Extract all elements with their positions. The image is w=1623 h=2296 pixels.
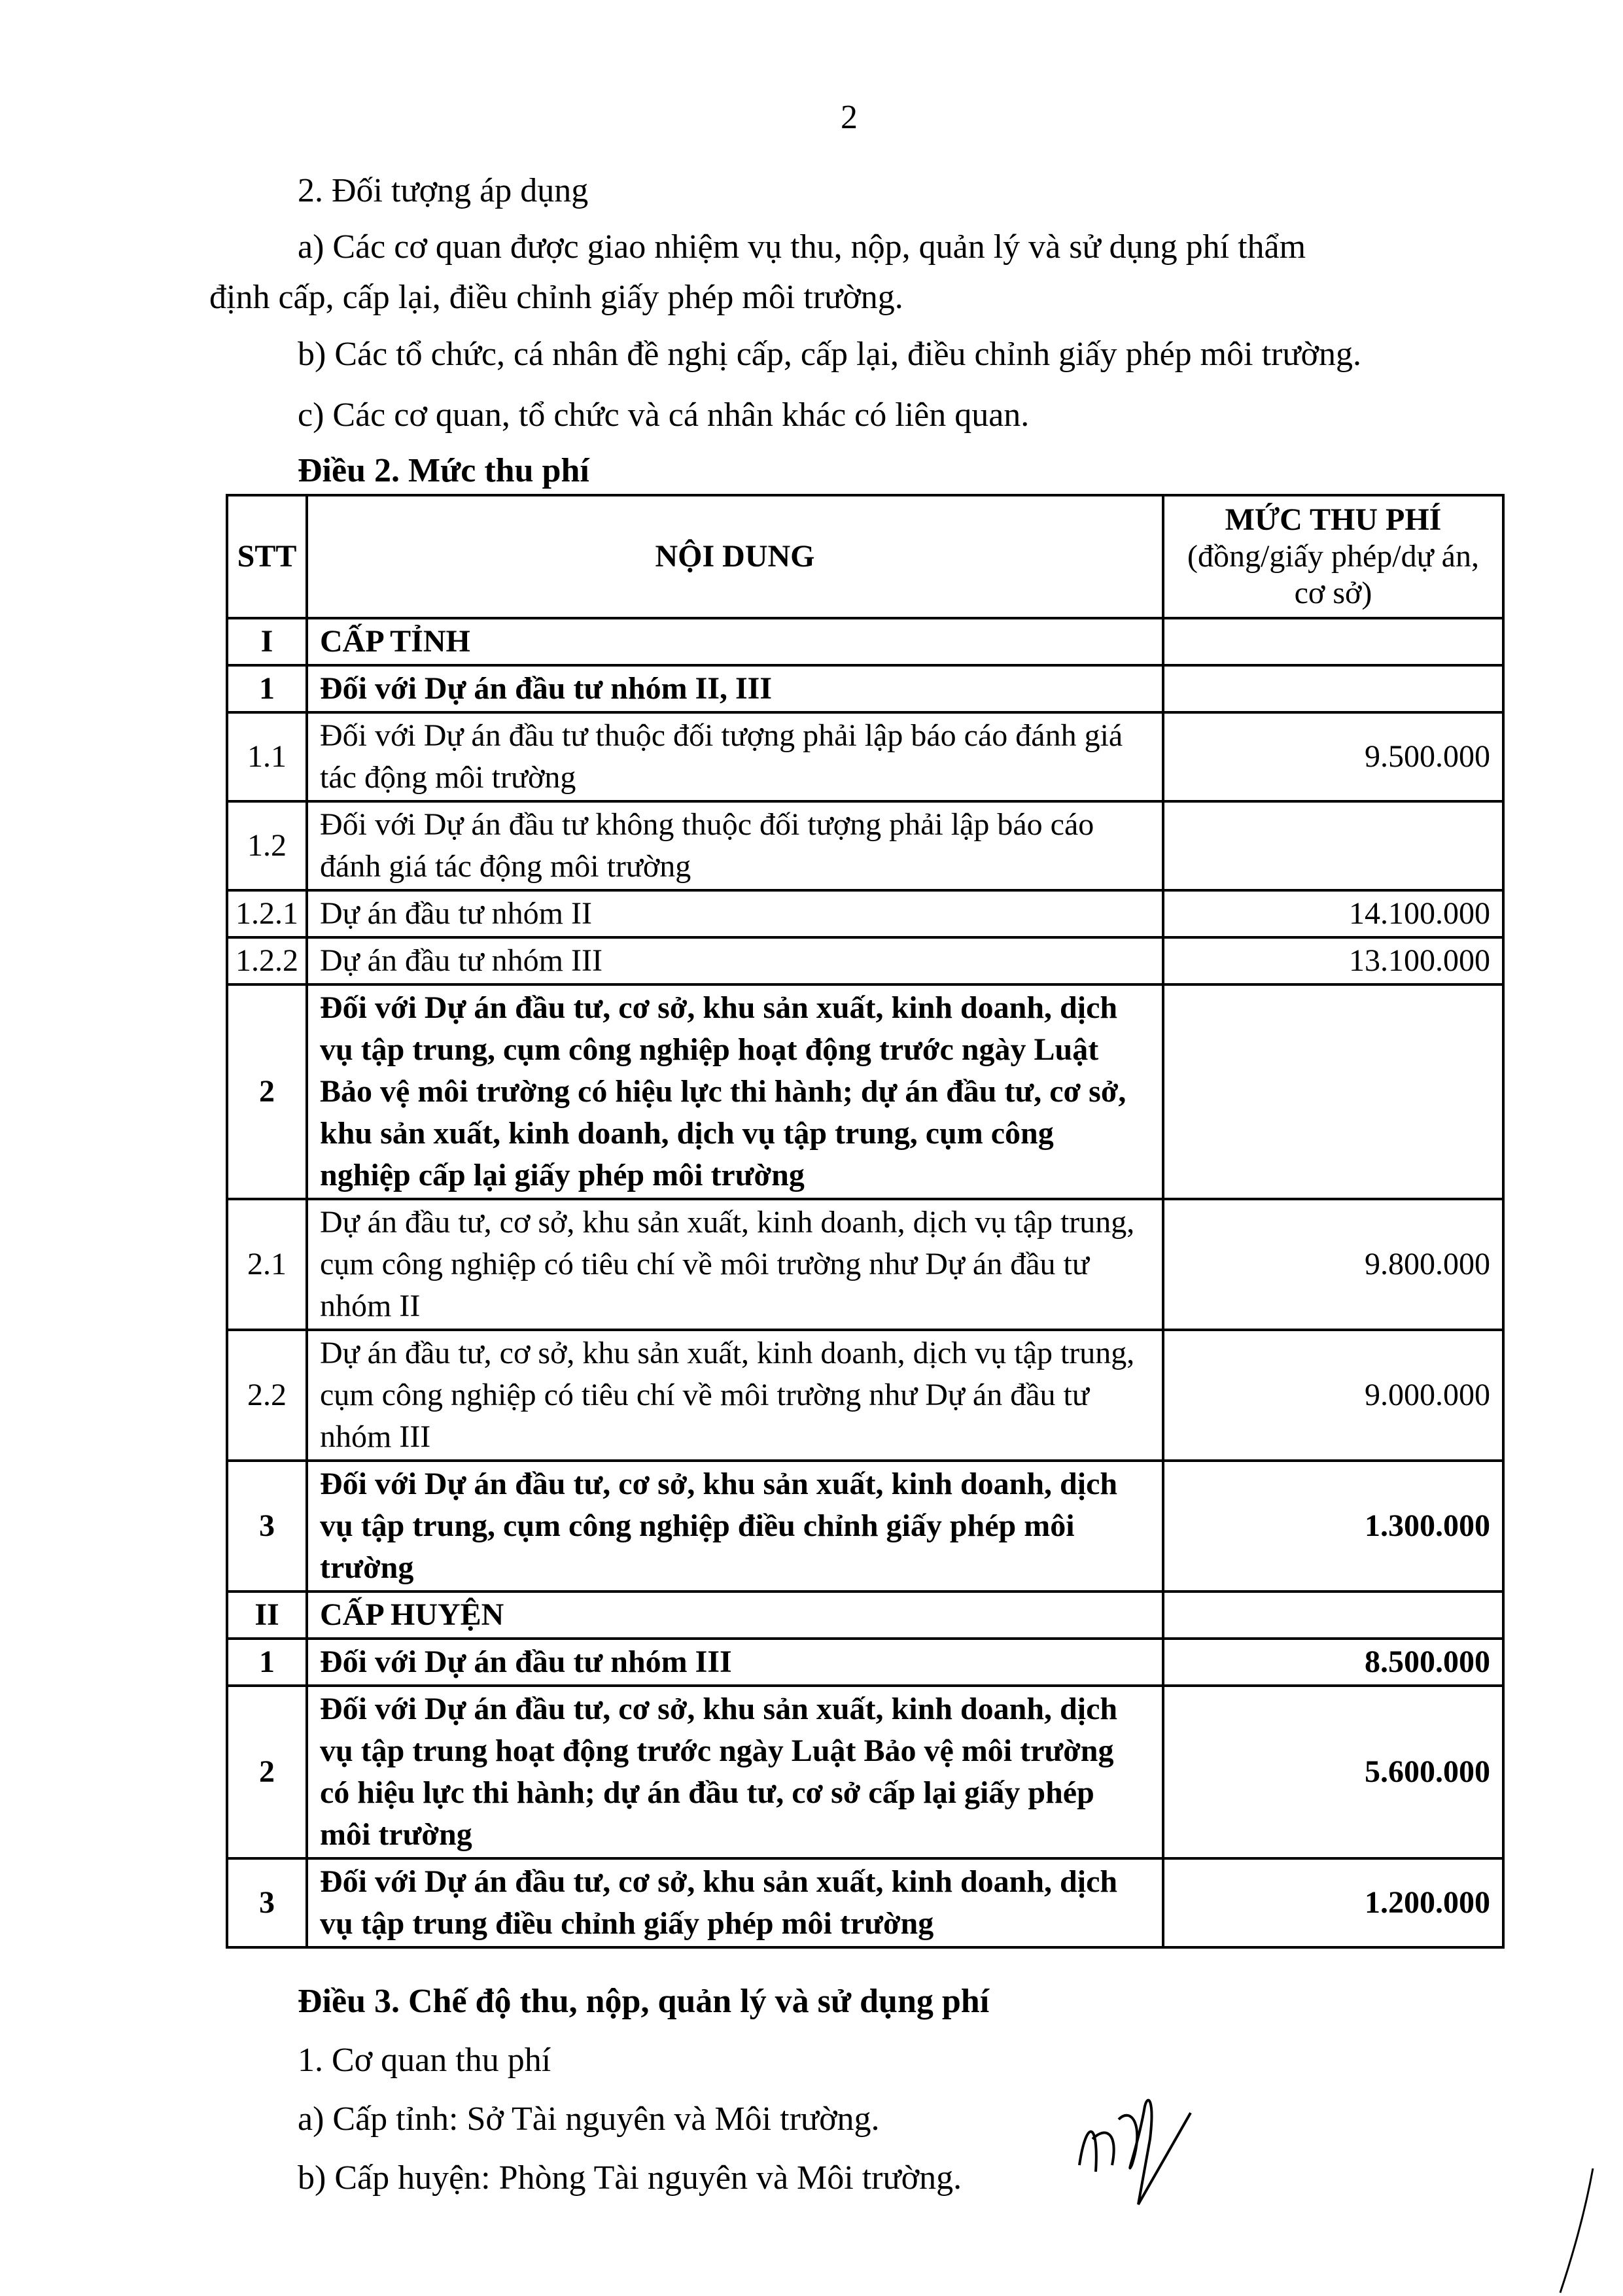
dieu3-item-a: a) Cấp tỉnh: Sở Tài nguyên và Môi trường. [298,2100,880,2138]
cell-fee: 5.600.000 [1163,1686,1503,1858]
fee-table [226,494,1505,1949]
dieu3-item-b: b) Cấp huyện: Phòng Tài nguyên và Môi trường. [298,2159,962,2197]
dieu3-sub1: 1. Cơ quan thu phí [298,2042,551,2079]
cell-stt: 1.2.2 [227,937,307,984]
margin-stroke-icon [1557,2165,1596,2296]
cell-content: CẤP TỈNH [307,618,1163,665]
cell-fee: 9.800.000 [1163,1199,1503,1330]
table-row [227,890,1503,937]
cell-content: CẤP HUYỆN [307,1592,1163,1639]
cell-stt: 2 [227,1686,307,1858]
table-row [227,665,1503,712]
table-row [227,1330,1503,1461]
cell-fee [1163,1592,1503,1639]
fee-table-body [227,618,1503,1947]
cell-stt: 3 [227,1461,307,1592]
table-row [227,712,1503,801]
cell-content: Đối với Dự án đầu tư nhóm II, III [307,665,1163,712]
cell-stt: 2 [227,984,307,1199]
cell-stt: 1.2.1 [227,890,307,937]
item-b: b) Các tổ chức, cá nhân đề nghị cấp, cấp lại, điều chỉnh giấy phép môi trường. [298,336,1362,373]
item-c: c) Các cơ quan, tổ chức và cá nhân khác có liên quan. [298,396,1030,434]
cell-content: Đối với Dự án đầu tư, cơ sở, khu sản xuất, kinh doanh, dịch vụ tập trung hoạt động trước ngày Luật Bảo vệ môi trường có hiệu lực thi hành; dự án đầu tư, cơ sở cấp lại giấy phép môi trường [307,1686,1163,1858]
table-row [227,984,1503,1199]
cell-fee [1163,618,1503,665]
cell-stt: 2.2 [227,1330,307,1461]
header-fee-title: MỨC THU PHÍ [1225,502,1442,537]
cell-stt: 1.1 [227,712,307,801]
cell-stt: 1 [227,665,307,712]
cell-content: Dự án đầu tư, cơ sở, khu sản xuất, kinh doanh, dịch vụ tập trung, cụm công nghiệp có tiêu chí về môi trường như Dự án đầu tư nhóm III [307,1330,1163,1461]
header-stt: STT [227,495,307,618]
cell-fee [1163,665,1503,712]
cell-stt: 3 [227,1858,307,1947]
dieu3-heading: Điều 3. Chế độ thu, nộp, quản lý và sử dụng phí [298,1983,990,2020]
cell-fee [1163,801,1503,890]
table-row [227,1858,1503,1947]
table-header-row [227,495,1503,618]
dieu2-heading: Điều 2. Mức thu phí [298,452,589,489]
cell-stt: I [227,618,307,665]
cell-fee: 13.100.000 [1163,937,1503,984]
table-row [227,1592,1503,1639]
cell-stt: 1.2 [227,801,307,890]
cell-content: Dự án đầu tư nhóm II [307,890,1163,937]
cell-content: Đối với Dự án đầu tư, cơ sở, khu sản xuất, kinh doanh, dịch vụ tập trung, cụm công nghiệp điều chỉnh giấy phép môi trường [307,1461,1163,1592]
table-row [227,1461,1503,1592]
cell-content: Đối với Dự án đầu tư thuộc đối tượng phải lập báo cáo đánh giá tác động môi trường [307,712,1163,801]
table-row [227,1639,1503,1686]
cell-stt: 2.1 [227,1199,307,1330]
table-row [227,1686,1503,1858]
cell-content: Dự án đầu tư nhóm III [307,937,1163,984]
cell-stt: 1 [227,1639,307,1686]
header-fee-unit: (đồng/giấy phép/dự án, cơ sở) [1187,539,1479,610]
cell-fee: 9.500.000 [1163,712,1503,801]
cell-content: Đối với Dự án đầu tư, cơ sở, khu sản xuất, kinh doanh, dịch vụ tập trung, cụm công nghiệp hoạt động trước ngày Luật Bảo vệ môi trường có hiệu lực thi hành; dự án đầu tư, cơ sở, khu sản xuất, kinh doanh, dịch vụ tập trung, cụm công nghiệp cấp lại giấy phép môi trường [307,984,1163,1199]
header-fee [1163,495,1503,618]
table-row [227,937,1503,984]
table-row [227,618,1503,665]
item-a-line2: định cấp, cấp lại, điều chỉnh giấy phép môi trường. [209,279,903,316]
item-a-line1: a) Các cơ quan được giao nhiệm vụ thu, nộp, quản lý và sử dụng phí thẩm [298,228,1306,266]
cell-fee: 1.200.000 [1163,1858,1503,1947]
cell-content: Đối với Dự án đầu tư không thuộc đối tượng phải lập báo cáo đánh giá tác động môi trường [307,801,1163,890]
cell-content: Dự án đầu tư, cơ sở, khu sản xuất, kinh doanh, dịch vụ tập trung, cụm công nghiệp có tiêu chí về môi trường như Dự án đầu tư nhóm II [307,1199,1163,1330]
cell-fee: 8.500.000 [1163,1639,1503,1686]
cell-content: Đối với Dự án đầu tư, cơ sở, khu sản xuất, kinh doanh, dịch vụ tập trung điều chỉnh giấy phép môi trường [307,1858,1163,1947]
cell-content: Đối với Dự án đầu tư nhóm III [307,1639,1163,1686]
table-row [227,1199,1503,1330]
header-content: NỘI DUNG [307,495,1163,618]
cell-fee: 1.300.000 [1163,1461,1503,1592]
signature-initials-icon [1073,2080,1243,2211]
cell-fee: 9.000.000 [1163,1330,1503,1461]
cell-stt: II [227,1592,307,1639]
cell-fee [1163,984,1503,1199]
section-heading-doi-tuong: 2. Đối tượng áp dụng [298,172,589,209]
page-number: 2 [841,99,858,136]
cell-fee: 14.100.000 [1163,890,1503,937]
table-row [227,801,1503,890]
